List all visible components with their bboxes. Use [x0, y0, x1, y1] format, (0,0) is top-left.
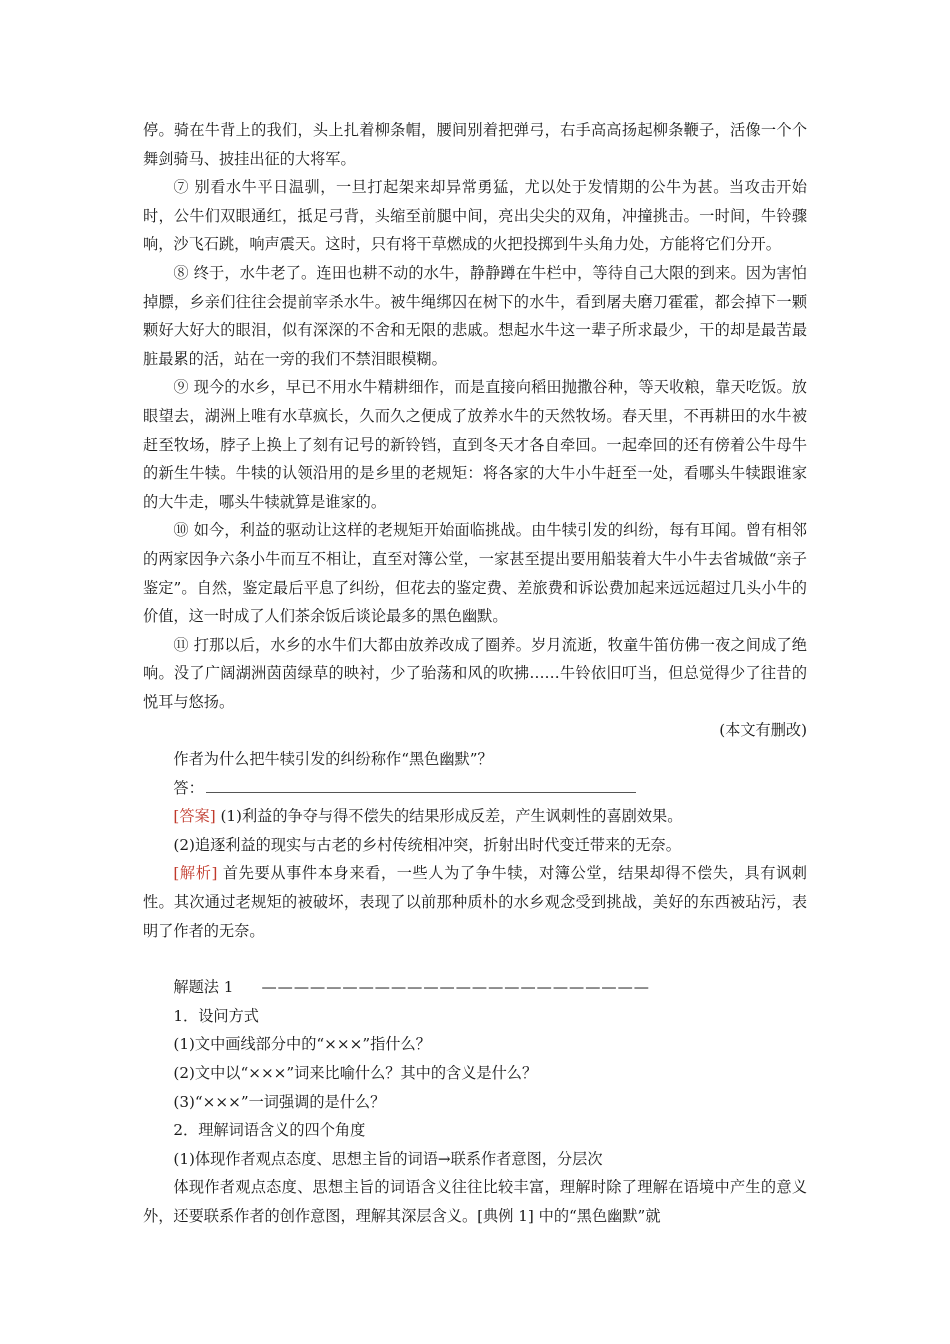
method-dashes: ————————————————————————: [261, 978, 650, 997]
paragraph-11: ⑪ 打那以后，水乡的水牛们大都由放养改成了圈养。岁月流逝，牧童牛笛仿佛一夜之间成了绝响。没了广阔湖洲茵茵绿草的映衬，少了骀荡和风的吹拂……牛铃依旧叮当，但总觉得少了往昔的悦耳与悠扬。: [143, 635, 807, 711]
analysis-paragraph: [143, 859, 807, 945]
question-text: 作者为什么把牛犊引发的纠纷称作“黑色幽默”？: [173, 750, 493, 769]
method-heading-row: [143, 973, 807, 1002]
answer-line-1: [143, 802, 807, 831]
answer-text-1: (1)利益的争夺与得不偿失的结果形成反差，产生讽刺性的喜剧效果。: [215, 807, 683, 826]
document-page: [143, 116, 807, 1231]
answer-prefix: 答：: [173, 778, 204, 797]
paragraph-7: ⑦ 别看水牛平日温驯，一旦打起架来却异常勇猛，尤以处于发情期的公牛为甚。当攻击开始时，公牛们双眼通红，抵足弓背，头缩至前腿中间，亮出尖尖的双角，冲撞挑击。一时间，牛铃骤响，沙飞石跳，响声震天。这时，只有将干草燃成的火把投掷到牛头角力处，方能将它们分开。: [143, 178, 807, 254]
section-2-title: 2．理解词语含义的四个角度: [173, 1121, 366, 1140]
question-form-3: (3)“×××”一词强调的是什么？: [173, 1092, 386, 1111]
answer-tag: [答案]: [173, 807, 216, 826]
source-note: (本文有删改): [719, 721, 807, 740]
section-spacer: [143, 945, 807, 973]
analysis-text: 首先要从事件本身来看，一些人为了争牛犊，对簿公堂，结果却得不偿失，具有讽刺性。其次通过老规矩的被破坏，表现了以前那种质朴的水乡观念受到挑战，美好的东西被玷污，表明了作者的无奈。: [143, 864, 807, 940]
paragraph-9: ⑨ 现今的水乡，早已不用水牛精耕细作，而是直接向稻田抛撒谷种，等天收粮，靠天吃饭。放眼望去，湖洲上唯有水草疯长，久而久之便成了放养水牛的天然牧场。春天里，不再耕田的水牛被赶至牧场，脖子上换上了刻有记号的新铃铛，直到冬天才各自牵回。一起牵回的还有傍着公牛母牛的新生牛犊。牛犊的认领沿用的是乡里的老规矩：将各家的大牛小牛赶至一处，看哪头牛犊跟谁家的大牛走，哪头牛犊就算是谁家的。: [143, 378, 807, 511]
analysis-tag: [解析]: [173, 864, 218, 883]
question-form-1: (1)文中画线部分中的“×××”指什么？: [173, 1035, 431, 1054]
angle-1-title: (1)体现作者观点态度、思想主旨的词语→联系作者意图，分层次: [173, 1149, 603, 1168]
answer-blank-line: [206, 774, 636, 793]
angle-1-text: 体现作者观点态度、思想主旨的词语含义往往比较丰富，理解时除了理解在语境中产生的意义外，还要联系作者的创作意图，理解其深层含义。[典例 1] 中的“黑色幽默”就: [143, 1178, 807, 1225]
paragraph-10: ⑩ 如今，利益的驱动让这样的老规矩开始面临挑战。由牛犊引发的纠纷，每有耳闻。曾有相邻的两家因争六条小牛而互不相让，直至对簿公堂，一家甚至提出要用船装着大牛小牛去省城做“亲子鉴定”。自然，鉴定最后平息了纠纷，但花去的鉴定费、差旅费和诉讼费加起来远远超过几头小牛的价值，这一时成了人们茶余饭后谈论最多的黑色幽默。: [143, 521, 807, 626]
method-heading: 解题法 1: [173, 978, 234, 997]
paragraph-8: ⑧ 终于，水牛老了。连田也耕不动的水牛，静静蹲在牛栏中，等待自己大限的到来。因为害怕掉膘，乡亲们往往会提前宰杀水牛。被牛绳绑囚在树下的水牛，看到屠夫磨刀霍霍，都会掉下一颗颗好大好大的眼泪，似有深深的不舍和无限的悲戚。想起水牛这一辈子所求最少，干的却是最苦最脏最累的活，站在一旁的我们不禁泪眼模糊。: [143, 263, 807, 368]
answer-line-2: (2)追逐利益的现实与古老的乡村传统相冲突，折射出时代变迁带来的无奈。: [173, 835, 681, 854]
paragraph-6-tail: 停。骑在牛背上的我们，头上扎着柳条帽，腰间别着把弹弓，右手高高扬起柳条鞭子，活像一个个舞剑骑马、披挂出征的大将军。: [143, 121, 807, 168]
question-form-2: (2)文中以“×××”词来比喻什么？其中的含义是什么？: [173, 1064, 538, 1082]
answer-row: [143, 774, 807, 803]
section-1-title: 1．设问方式: [173, 1006, 259, 1025]
